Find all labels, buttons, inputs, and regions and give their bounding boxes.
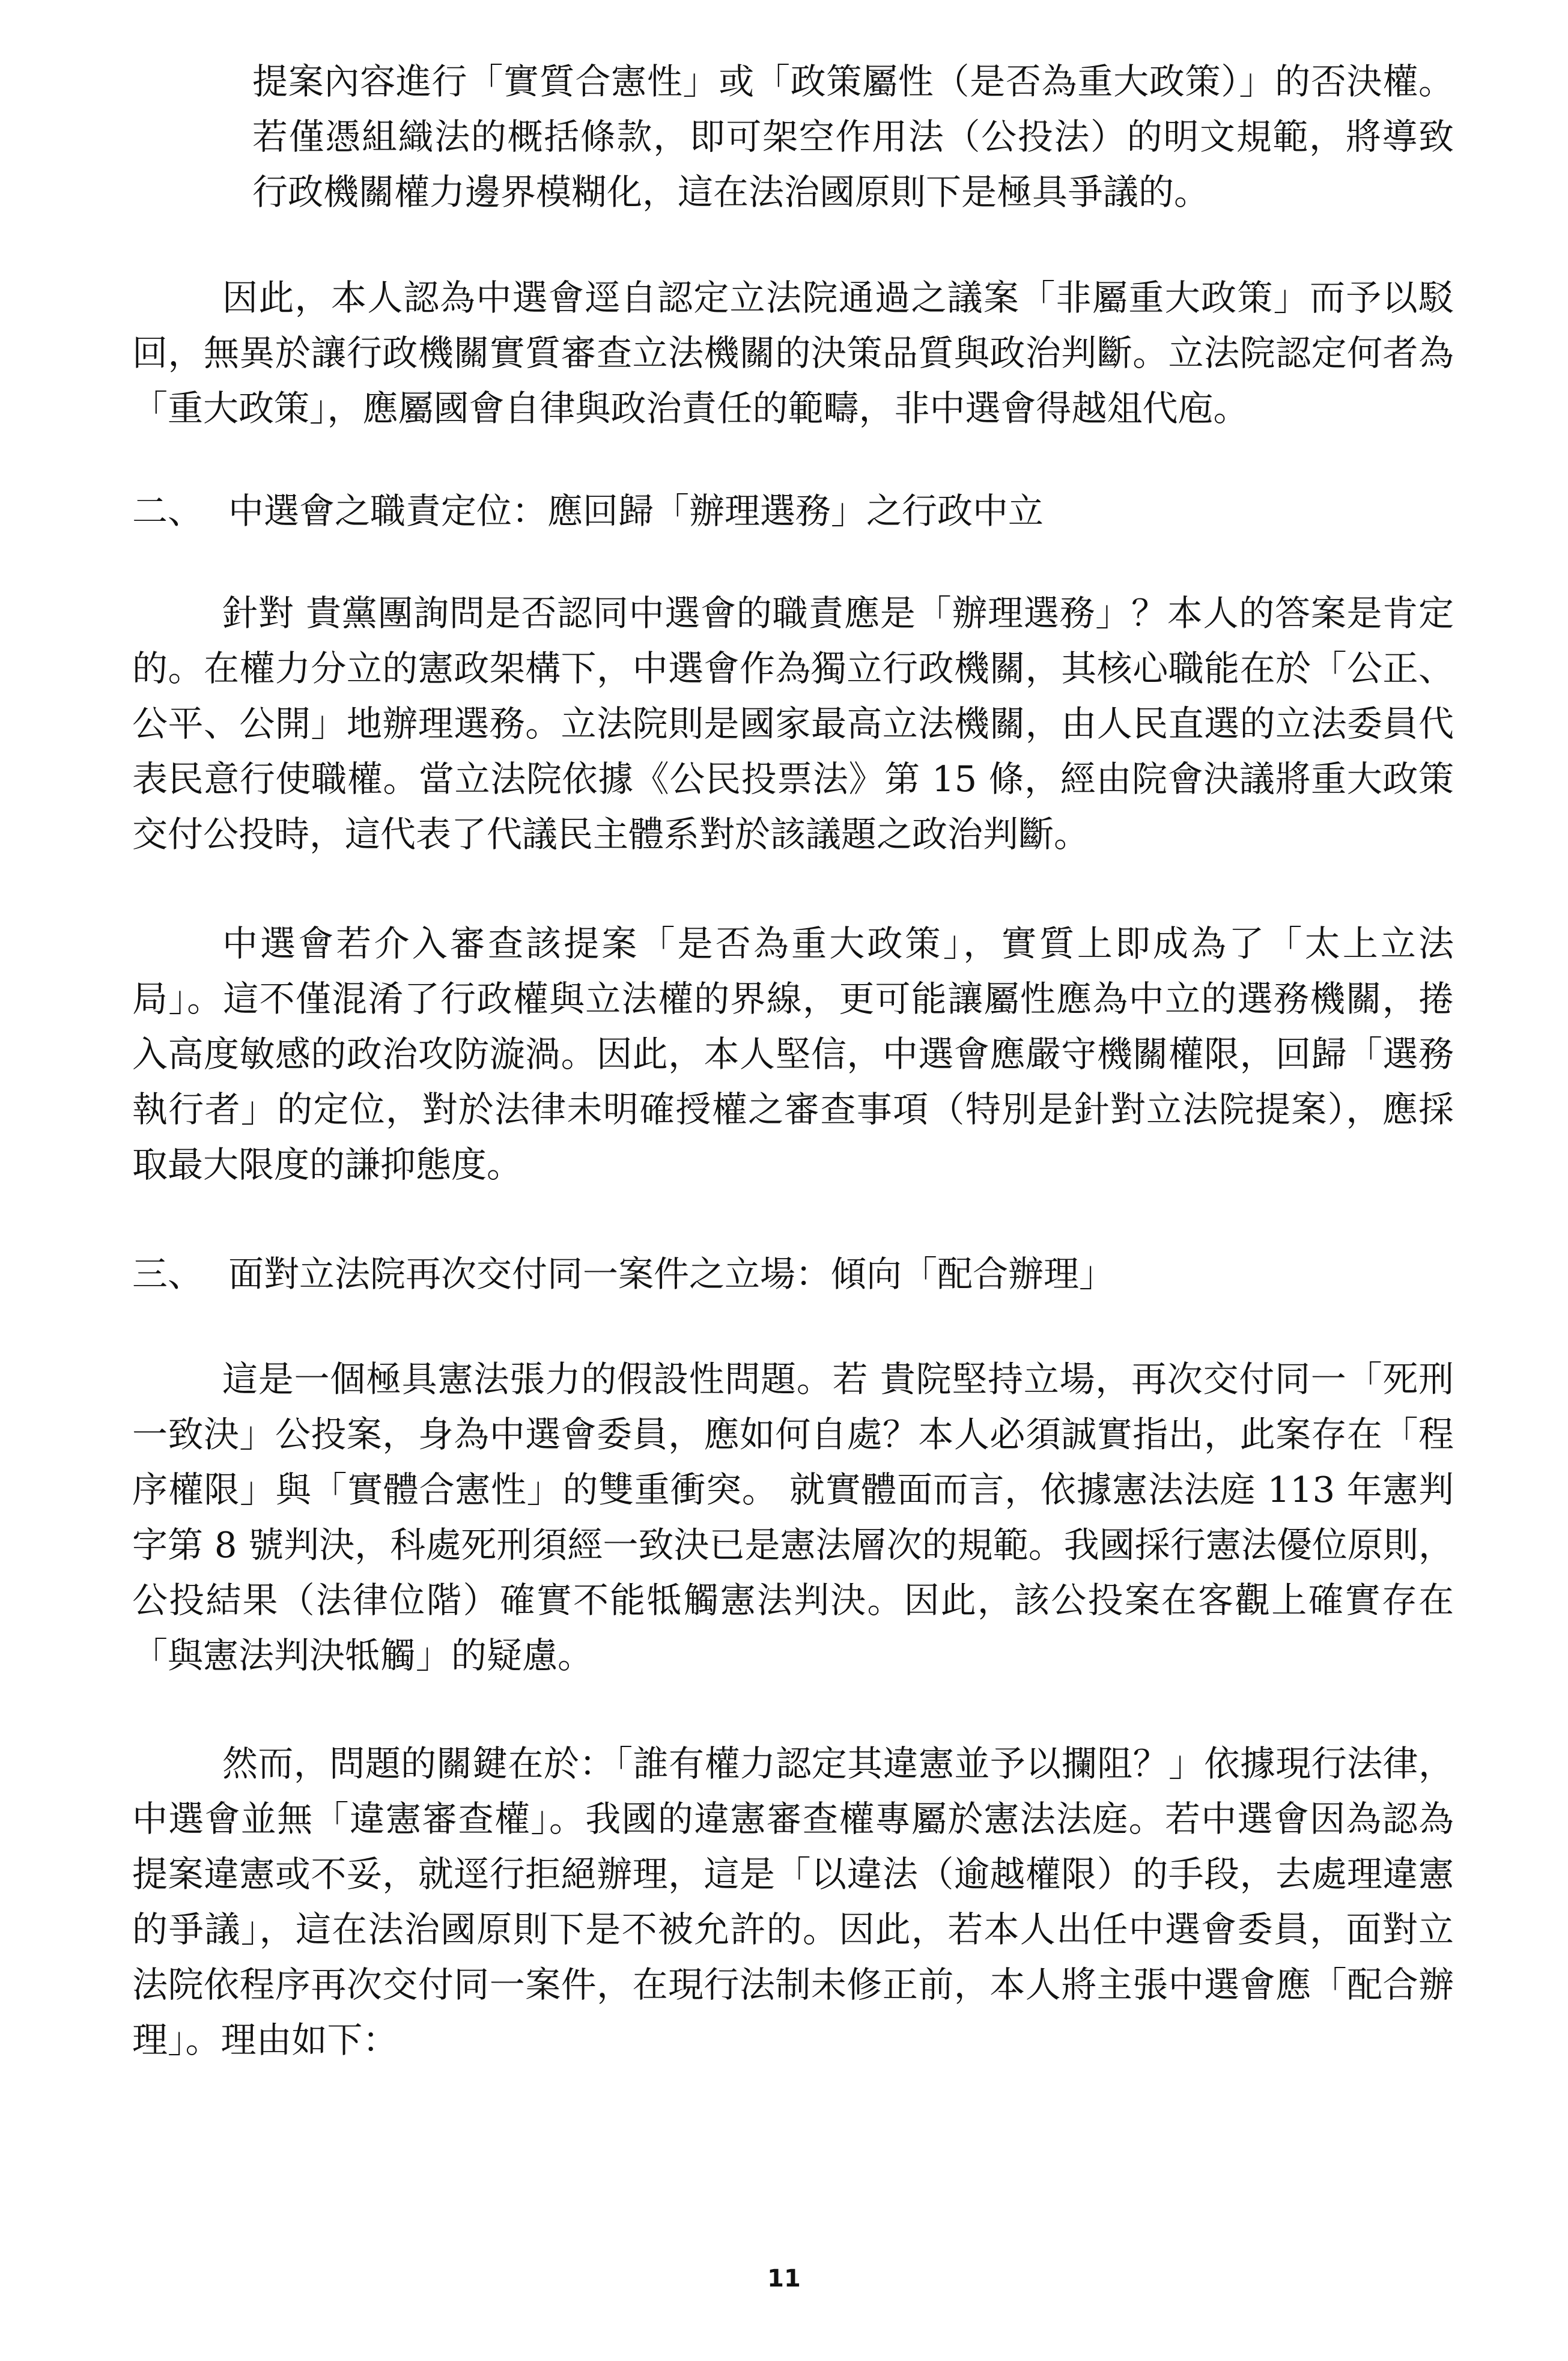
- section-2-heading: [132, 484, 1454, 539]
- section-3-paragraph: 這是一個極具憲法張力的假設性問題。若 貴院堅持立場，再次交付同一「死刑一致決」公投案，身為中選會委員，應如何自處？本人必須誠實指出，此案存在「程序權限」與「實體合憲性」的雙重衝突。 就實體面而言，依據憲法法庭 113 年憲判字第 8 號判決，科處死刑須經一致決已是憲法層次的規範。我國採行憲法優位原則，公投結果（法律位階）確實不能牴觸憲法判決。因此，該公投案在客觀上確實存在「與憲法判決牴觸」的疑慮。: [132, 1358, 1454, 1676]
- section-2-paragraph: 中選會若介入審查該提案「是否為重大政策」，實質上即成為了「太上立法局」。這不僅混淆了行政權與立法權的界線，更可能讓屬性應為中立的選務機關，捲入高度敏感的政治攻防漩渦。因此，本人堅信，中選會應嚴守機關權限，回歸「選務執行者」的定位，對於法律未明確授權之審查事項（特別是針對立法院提案），應採取最大限度的謙抑態度。: [132, 923, 1454, 1185]
- section-2-title: 中選會之職責定位：應回歸「辦理選務」之行政中立: [228, 490, 1044, 532]
- section-2-paragraph: 針對 貴黨團詢問是否認同中選會的職責應是「辦理選務」？本人的答案是肯定的。在權力分立的憲政架構下，中選會作為獨立行政機關，其核心職能在於「公正、公平、公開」地辦理選務。立法院則是國家最高立法機關，由人民直選的立法委員代表民意行使職權。當立法院依據《公民投票法》第 15 條，經由院會決議將重大政策交付公投時，這代表了代議民主體系對於該議題之政治判斷。: [132, 592, 1454, 855]
- section-3-heading: [132, 1247, 1454, 1302]
- section-3-paragraph: 然而，問題的關鍵在於：「誰有權力認定其違憲並予以攔阻？」依據現行法律，中選會並無「違憲審查權」。我國的違憲審查權專屬於憲法法庭。若中選會因為認為提案違憲或不妥，就逕行拒絕辦理，這是「以違法（逾越權限）的手段，去處理違憲的爭議」，這在法治國原則下是不被允許的。因此，若本人出任中選會委員，面對立法院依程序再次交付同一案件，在現行法制未修正前，本人將主張中選會應「配合辦理」。理由如下：: [132, 1743, 1454, 2061]
- section-3-number: 三、: [132, 1253, 204, 1295]
- continued-paragraph: 提案內容進行「實質合憲性」或「政策屬性（是否為重大政策）」的否決權。若僅憑組織法的概括條款，即可架空作用法（公投法）的明文規範，將導致行政機關權力邊界模糊化，這在法治國原則下是極具爭議的。: [252, 61, 1454, 213]
- conclusion-paragraph: 因此，本人認為中選會逕自認定立法院通過之議案「非屬重大政策」而予以駁回，無異於讓行政機關實質審查立法機關的決策品質與政治判斷。立法院認定何者為「重大政策」，應屬國會自律與政治責任的範疇，非中選會得越俎代庖。: [132, 277, 1454, 429]
- page-number: 11: [767, 2265, 801, 2293]
- section-2-number: 二、: [132, 490, 204, 532]
- section-3-title: 面對立法院再次交付同一案件之立場：傾向「配合辦理」: [228, 1253, 1115, 1295]
